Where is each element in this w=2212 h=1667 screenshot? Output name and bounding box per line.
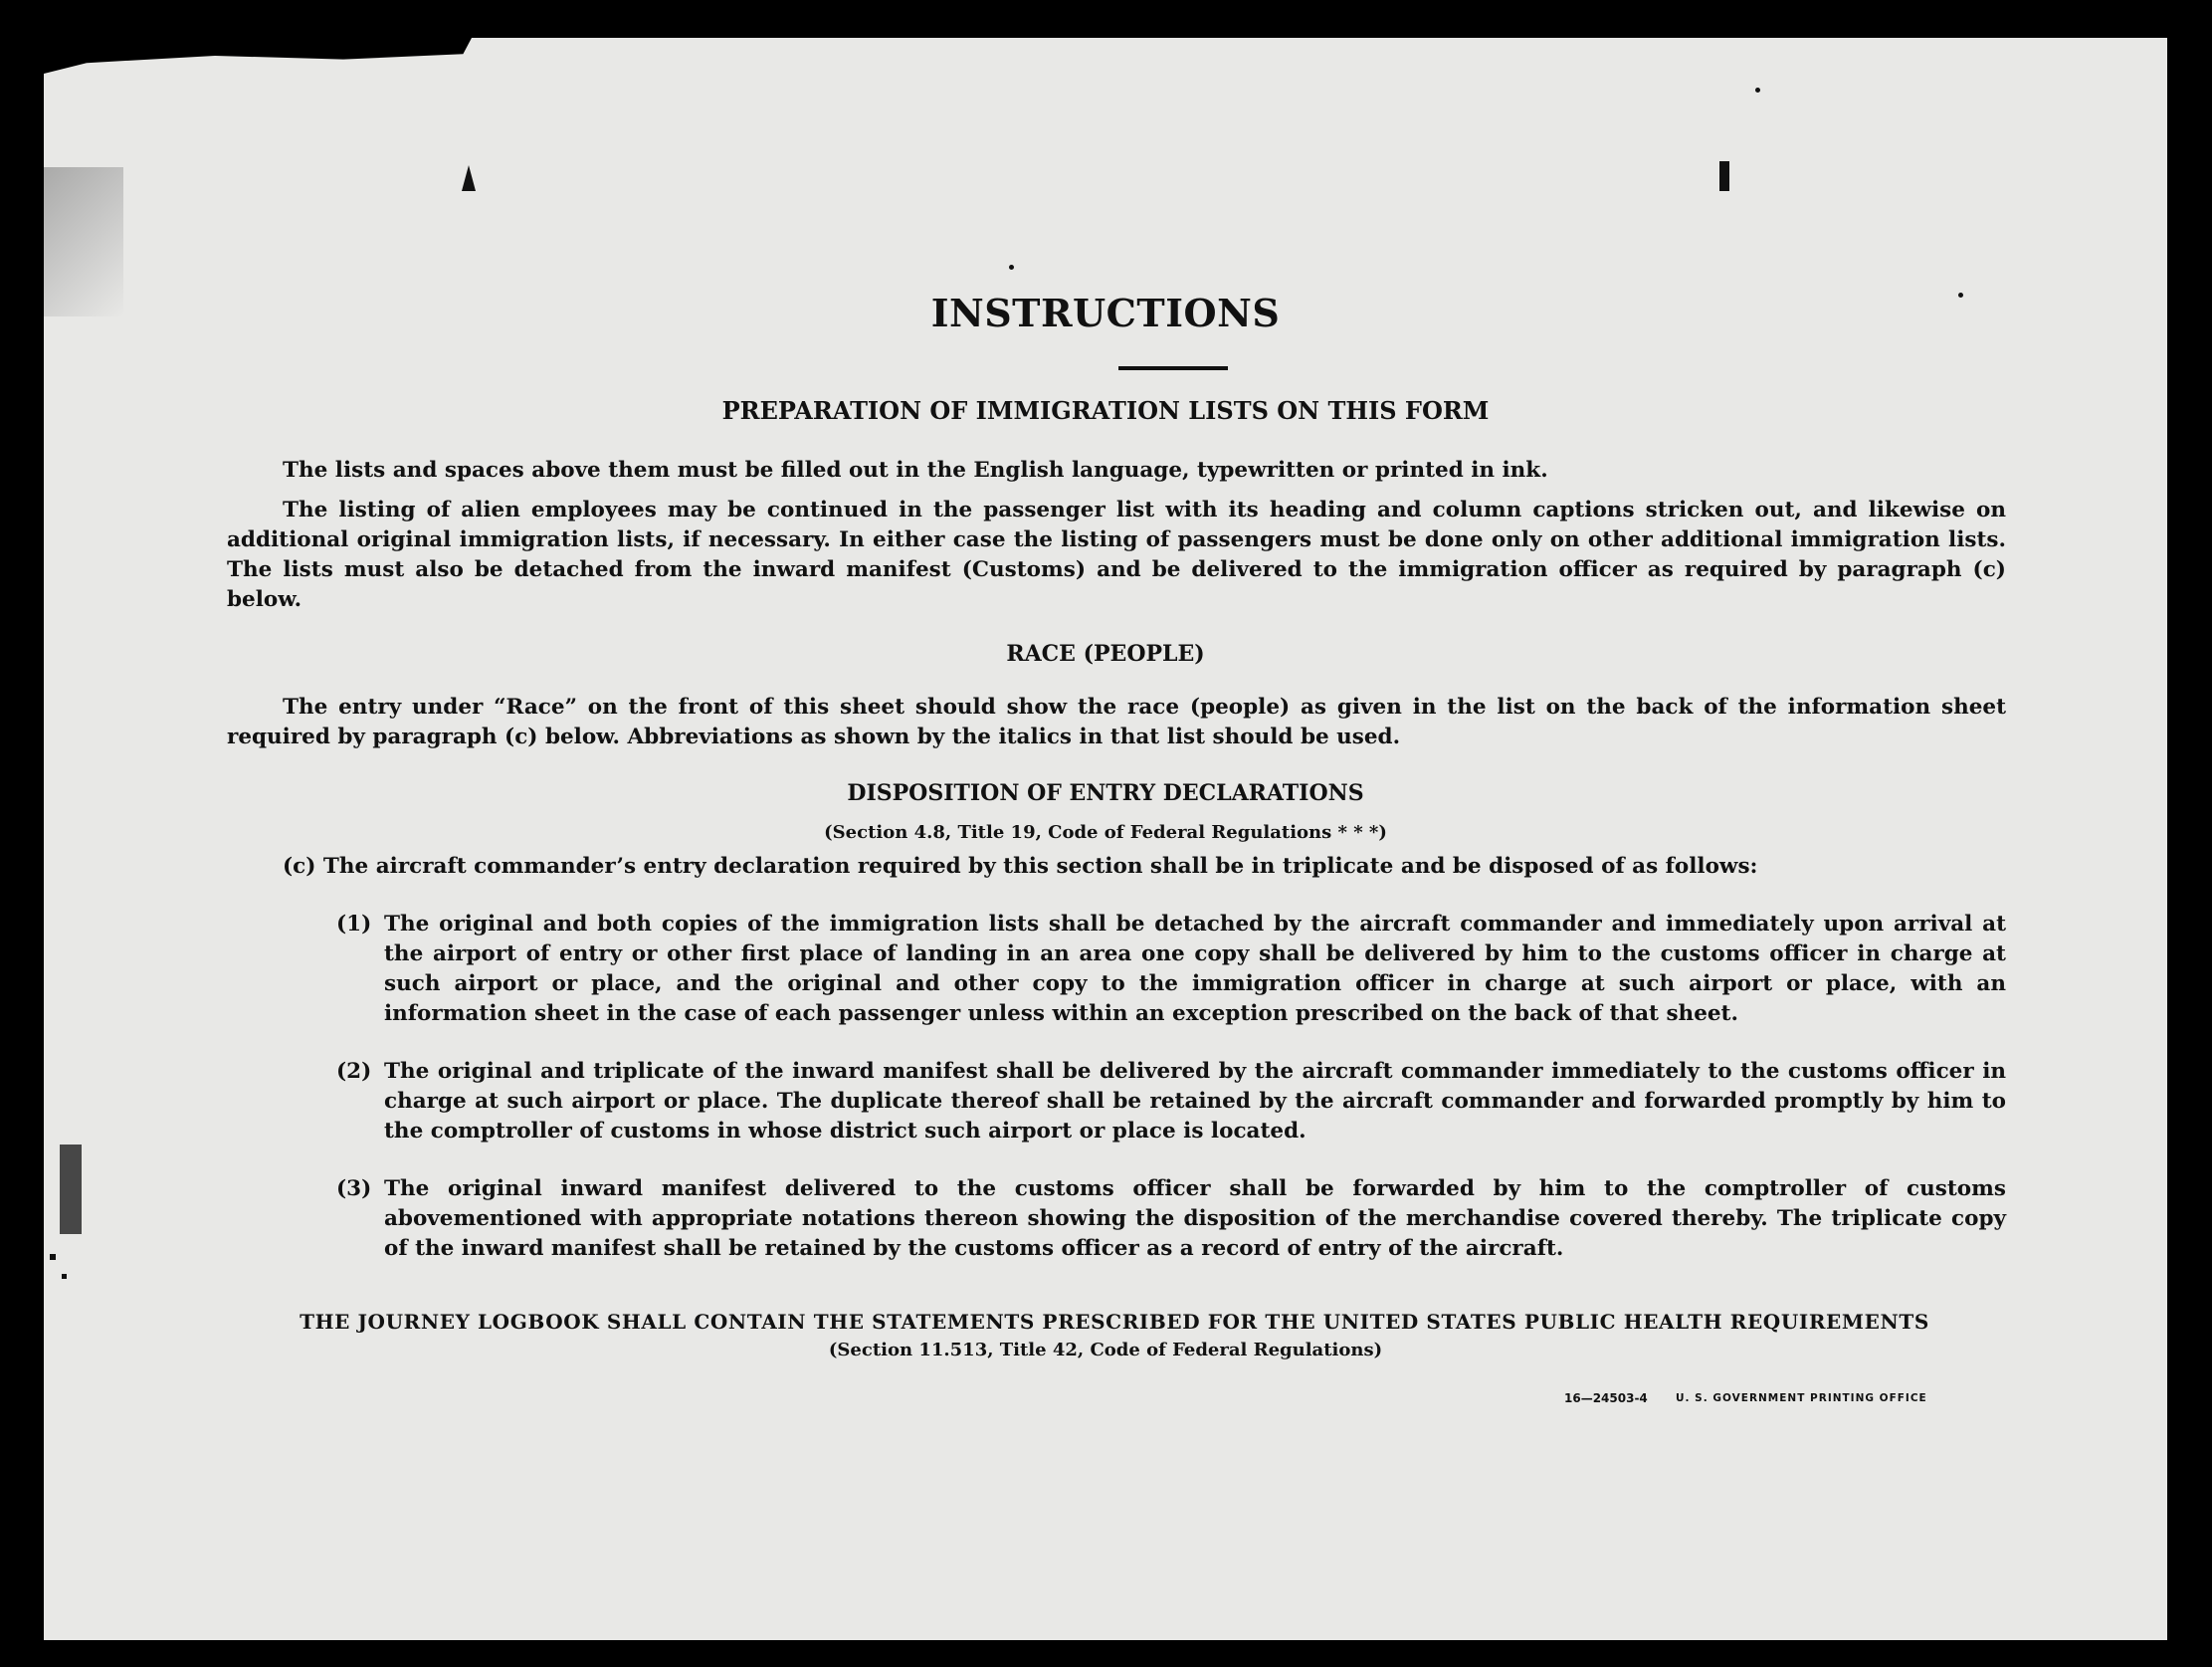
heading-disposition: DISPOSITION OF ENTRY DECLARATIONS [847,780,1364,806]
paragraph-disposition-intro: (c) The aircraft commander’s entry declaration required by this section shall be in triplicate and be disposed of as follows: [283,854,1758,879]
edge-mark [60,1145,82,1234]
disposition-item-2: The original and triplicate of the inward manifest shall be delivered by the aircraft commander immediately to the customs officer in charge at such airport or place. The duplicate thereof shall be retained by the aircraft commander and forwarded promptly by him to the comptroller of customs in whose district such airport or place is located. [384,1059,2006,1144]
item-number: (1) [336,912,372,937]
disposition-citation: (Section 4.8, Title 19, Code of Federal Regulations * * *) [824,822,1387,843]
heading-preparation: PREPARATION OF IMMIGRATION LISTS ON THIS FORM [721,396,1490,425]
page-title: INSTRUCTIONS [930,291,1281,335]
heading-race: RACE (PEOPLE) [1006,641,1205,667]
paragraph-prep-2: The listing of alien employees may be continued in the passenger list with its heading and column captions stricken out, and likewise on additional original immigration lists, if necessary. In either case the listing of passengers must be done only on other additional immigration lists. The lists must also be detached from the inward manifest (Customs) and be delivered to the immigration officer as required by paragraph (c) below. [227,498,2006,612]
disposition-item-1: The original and both copies of the immigration lists shall be detached by the aircraft commander and immediately upon arrival at the airport of entry or other first place of landing in an area one copy shall be delivered by him to the customs officer in charge at such airport or place, and the original and other copy to the immigration officer in charge at such airport or place, with an information sheet in the case of each passenger unless within an exception prescribed on the back of that sheet. [384,912,2006,1026]
edge-speck [62,1274,67,1279]
ink-speck [1755,88,1760,93]
paragraph-prep-1: The lists and spaces above them must be filled out in the English language, typewritten or printed in ink. [283,458,1548,483]
ink-mark-right [1719,161,1729,191]
document-page [44,38,2167,1640]
bleed-through [900,133,906,154]
paragraph-race: The entry under “Race” on the front of this sheet should show the race (people) as given in the list on the back of the information sheet required by paragraph (c) below. Abbreviations as shown by the italics in that list should be used. [227,695,2006,749]
disposition-item-3: The original inward manifest delivered to the customs officer shall be forwarded by him to the comptroller of customs abovementioned with appropriate notations thereon showing the disposition of the merchandise covered thereby. The triplicate copy of the inward manifest shall be retained by the customs officer as a record of entry of the aircraft. [384,1176,2006,1261]
printer-imprint: U. S. GOVERNMENT PRINTING OFFICE [1676,1392,1927,1404]
item-number: (3) [336,1176,372,1201]
torn-edge [44,38,472,74]
item-number: (2) [336,1059,372,1084]
edge-speck [50,1254,56,1260]
footer-statement: THE JOURNEY LOGBOOK SHALL CONTAIN THE STATEMENTS PRESCRIBED FOR THE UNITED STATES PUBLIC HEALTH REQUIREMENTS [300,1310,1929,1334]
print-code: 16—24503-4 [1564,1391,1648,1405]
ink-mark-left [462,165,476,191]
title-underline [1118,366,1228,370]
ink-speck [1009,265,1014,270]
footer-citation: (Section 11.513, Title 42, Code of Federal Regulations) [828,1340,1383,1360]
